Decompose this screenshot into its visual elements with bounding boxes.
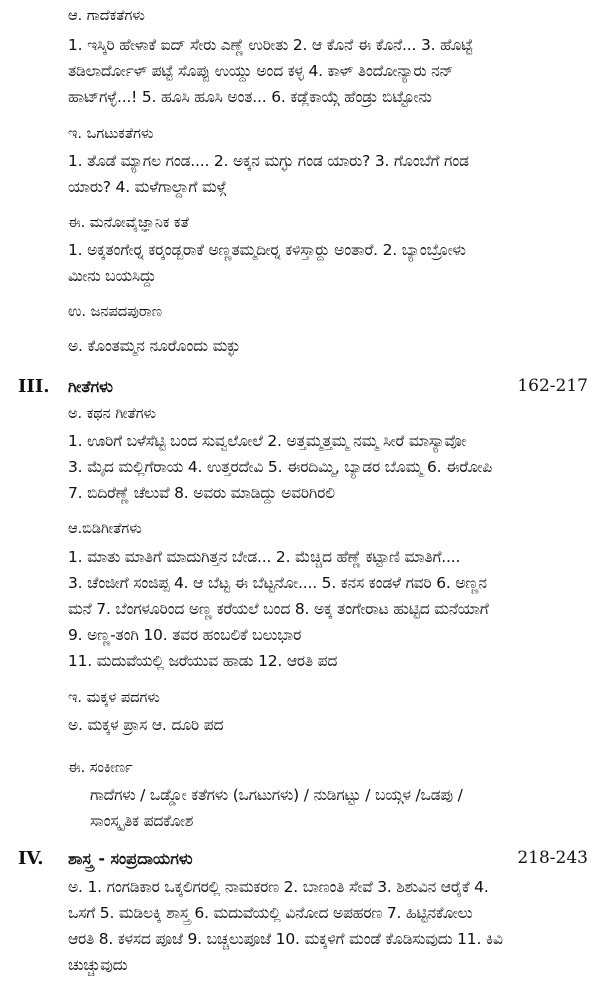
content-line: ಒಸಗೆ 5. ಮಡಿಲಕ್ಕಿ ಶಾಸ್ತ್ರ 6. ಮದುವೆಯಲ್ಲಿ ವಿನೋದ ಅಪಹರಣ 7. ಹಿಟ್ಟಿನಕೋಲು [68,904,473,922]
content-line: ಹಾಟ್‌ಗಳ್ಳೆ...! 5. ಹೂಸಿ ಹೂಸಿ ಅಂತ... 6. ಕಡ್ಲೆಕಾಯ್ಗೆ ಹೆಂಡ್ರು ಬಿಟ್ಟೋನು [68,88,432,106]
content-line: 11. ಮದುವೆಯಲ್ಲಿ ಜರೆಯುವ ಹಾಡು 12. ಆರತಿ ಪದ [68,652,338,670]
content-line: 1. ಮಾತು ಮಾತಿಗೆ ಮಾದುಗಿತ್ತನ ಬೇಡ... 2. ಮೆಚ್ಚಿದ ಹೆಣ್ಣೆ ಕಟ್ಟಾಣಿ ಮಾತಿಗೆ.... [68,548,461,566]
subsection-heading: ಆ. ಗಾದೆಕತೆಗಳು [68,8,145,24]
section-number: IV. [18,848,44,869]
section-title: ಶಾಸ್ತ್ರ - ಸಂಪ್ರದಾಯಗಳು [68,849,193,868]
content-line: 3. ಮೈದ ಮಲ್ಲಿಗೆರಾಯ 4. ಉತ್ತರದೇವಿ 5. ಈರದಿಮ್ಮಿ, ಬ್ಯಾಡರ ಬೊಮ್ಮ 6. ಈರೋಪಿ [68,458,493,476]
section-page-range: 218-243 [517,848,588,868]
content-line: ಮೀನು ಬಯಸಿದ್ದು [68,267,157,285]
content-line: ಮನೆ 7. ಬೆಂಗಳೂರಿಂದ ಅಣ್ಣ ಕರೆಯಲೆ ಬಂದ 8. ಅಕ್ಕ ತಂಗೇರಾಟ ಹುಟ್ಟಿದ ಮನೆಯಾಗೆ [68,600,489,618]
content-line: ತಡಿಲಾರ್ದೋಳ್ ಪಟ್ಟೆ ಸೊಪ್ಪು ಉಯ್ದು ಅಂದ ಕಳ್ಳ 4. ಕಾಳ್ ತಿಂದೋನ್ಯಾರು ನನ್ [68,62,453,80]
section-title: ಗೀತೆಗಳು [68,377,113,396]
content-line: 9. ಅಣ್ಣ-ತಂಗಿ 10. ತವರ ಹಂಬಲಿಕೆ ಬಲುಭಾರ [68,626,302,644]
content-line: 1. ಇಸ್ಕಿರಿ ಹೇಳಾಕೆ ಐದ್ ಸೇರು ಎಣ್ಣೆ ಉರೀತು 2. ಆ ಕೊನೆ ಈ ಕೊನೆ... 3. ಹೊಟ್ಟೆ [68,36,473,54]
content-line: 1. ಊರಿಗೆ ಬಳೆಸೆಟ್ಟಿ ಬಂದ ಸುವ್ವಲೋಲೆ 2. ಅತ್ತಮ್ಮತ್ತಮ್ಮ ನಮ್ಮ ಸೀರೆ ಮಾಸ್ಯಾವೋ [68,432,467,450]
content-line: ಆರತಿ 8. ಕಳಸದ ಪೂಜೆ 9. ಬಚ್ಚಲುಪೂಜೆ 10. ಮಕ್ಕಳಿಗೆ ಮಂಡೆ ಕೊಡಿಸುವುದು 11. ಕಿವಿ [68,930,503,948]
content-line: ಅ. 1. ಗಂಗಡಿಕಾರ ಒಕ್ಕಲಿಗರಲ್ಲಿ ನಾಮಕರಣ 2. ಬಾಣಂತಿ ಸೇವೆ 3. ಶಿಶುವಿನ ಆರೈಕೆ 4. [68,878,489,896]
section-number: III. [18,376,50,397]
content-line: 7. ಬಿದಿರೆಣ್ಣೆ ಚೆಲುವೆ 8. ಅವರು ಮಾಡಿದ್ದು ಅವರಿಗಿರಲಿ [68,484,335,502]
section-page-range: 162-217 [517,376,588,396]
subsection-heading: ಅ. ಕಥನ ಗೀತೆಗಳು [68,406,157,422]
content-line: 1. ಅಕ್ಕತಂಗೇರ್‍ನ ಕರ್‍ಕಂಡ್ಬರಾಕೆ ಅಣ್ಣತಮ್ಮದೀರ್‍ನ ಕಳಿಸ್ತಾರ್‍ದು ಅಂತಾರೆ. 2. ಬ್ಯಾಂಬ್ರೋಳು [68,241,466,259]
subsection-heading: ಇ. ಮಕ್ಕಳ ಪದಗಳು [68,690,160,706]
content-line: 1. ತೊಡೆ ಮ್ಯಾಗಲ ಗಂಡ.... 2. ಅಕ್ಕನ ಮಗ್ಳು ಗಂಡ ಯಾರು? 3. ಗೊಂಬೆಗೆ ಗಂಡ [68,152,469,170]
content-line: ಚುಚ್ಚುವುದು [68,956,128,974]
subsection-heading: ಇ. ಒಗಟುಕತೆಗಳು [68,126,154,142]
content-line: ಯಾರು? 4. ಮಳೆಗಾಲ್ದಾಗೆ ಮಳ್ಗೆ [68,178,227,196]
subsection-heading: ಉ. ಜನಪದಪುರಾಣ [68,304,162,320]
content-line: 3. ಚೆಂಜೀಗೆ ಸಂಜಿಪ್ಪ 4. ಆ ಬೆಟ್ಟ ಈ ಬೆಟ್ಟನೋ.... 5. ಕನಸ ಕಂಡಳೆ ಗವರಿ 6. ಅಣ್ಣನ [68,574,487,592]
content-line: ಅ. ಕೊಂತಮ್ಮನ ನೂರೊಂದು ಮಕ್ಳು [68,337,240,355]
content-line: ಗಾದೆಗಳು / ಒಡ್ಡೋ ಕತೆಗಳು (ಒಗಟುಗಳು) / ನುಡಿಗಟ್ಟು / ಬಯ್ಗಳ /ಒಡಪು / [90,786,463,804]
subsection-heading: ಈ. ಸಂಕೀರ್ಣ [68,760,133,776]
subsection-heading: ಈ. ಮನೋವೈಜ್ಞಾನಿಕ ಕತೆ [68,215,189,231]
content-line: ಸಾಂಸ್ಕೃತಿಕ ಪದಕೋಶ [90,812,194,830]
subsection-heading: ಆ.ಬಿಡಿಗೀತೆಗಳು [68,521,142,537]
content-line: ಅ. ಮಕ್ಕಳ ಪ್ರಾಸ ಆ. ದೂರಿ ಪದ [68,716,224,734]
